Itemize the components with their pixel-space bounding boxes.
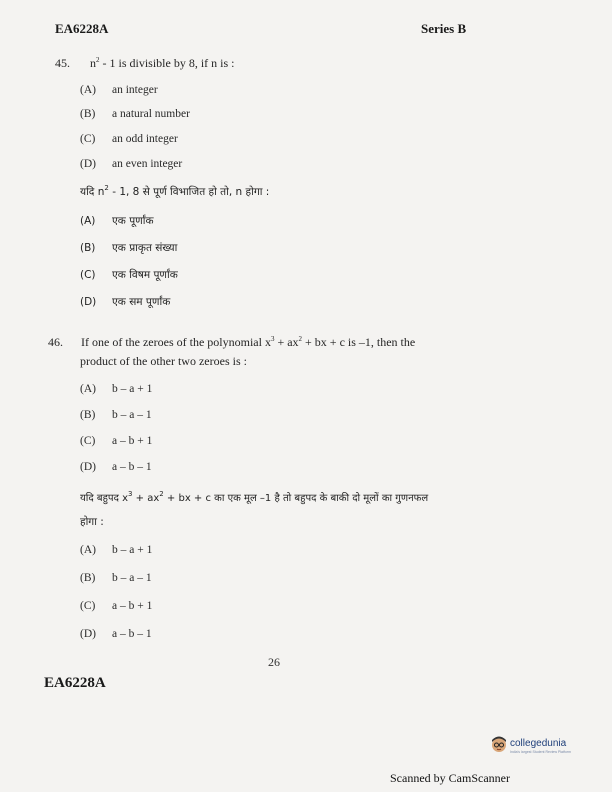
option-text: a – b + 1	[112, 600, 153, 612]
option-d	[80, 461, 152, 473]
option-text: b – a – 1	[112, 572, 152, 584]
question-text-part: n	[90, 56, 96, 70]
hindi-option-d	[80, 295, 170, 309]
option-text: a – b + 1	[112, 435, 153, 447]
option-text: an even integer	[112, 158, 183, 170]
hindi-text-part: + ax	[132, 493, 160, 504]
option-text: a – b – 1	[112, 628, 152, 640]
option-text: a natural number	[112, 108, 190, 120]
hindi-option-b	[80, 241, 177, 255]
question-text-part: If one of the zeroes of the polynomial x	[81, 335, 271, 349]
question-46	[48, 335, 415, 350]
superscript: 3	[128, 490, 133, 498]
option-text: a – b – 1	[112, 461, 152, 473]
option-label: (A)	[80, 544, 96, 556]
option-text: एक पूर्णांक	[112, 215, 154, 227]
option-label: (B)	[80, 108, 96, 120]
footer-code: EA6228A	[44, 675, 106, 691]
option-label: (A)	[80, 84, 96, 96]
question-46-hindi-line2: होगा :	[80, 516, 104, 528]
option-c	[80, 133, 178, 145]
page-number: 26	[268, 655, 280, 669]
question-text-part: + ax	[274, 335, 299, 349]
hindi-text-part: + bx + c का एक मूल –1 है तो बहुपद के बाकी दो मूलों का गुणनफल	[163, 493, 429, 504]
brand-name: collegedunia	[510, 738, 567, 749]
option-label: (A)	[80, 383, 96, 395]
hindi-option-d	[80, 628, 152, 640]
option-a	[80, 383, 152, 395]
header-code: EA6228A	[55, 21, 109, 36]
superscript: 2	[159, 490, 164, 498]
option-label: (C)	[80, 435, 96, 447]
hindi-text-part: यदि बहुपद x	[80, 493, 128, 504]
question-text-part: - 1 is divisible by 8, if n is :	[99, 56, 235, 70]
superscript: 2	[298, 335, 303, 343]
scanner-watermark: Scanned by CamScanner	[390, 771, 510, 785]
option-label: (C)	[80, 600, 96, 612]
option-text: b – a + 1	[112, 544, 153, 556]
question-46-hindi	[80, 490, 428, 504]
option-label: (B)	[80, 572, 96, 584]
option-label: (D)	[80, 296, 97, 308]
question-text-part: + bx + c is –1, then the	[302, 335, 416, 349]
option-label: (D)	[80, 158, 96, 170]
header-series: Series B	[421, 21, 467, 36]
option-text: एक विषम पूर्णांक	[112, 269, 178, 281]
hindi-option-c	[80, 600, 152, 612]
option-c	[80, 435, 152, 447]
option-label: (B)	[80, 242, 96, 254]
option-text: an odd integer	[112, 133, 178, 145]
question-number: 46.	[48, 335, 63, 349]
question-45-hindi	[80, 185, 269, 199]
option-text: b – a – 1	[112, 409, 152, 421]
superscript: 2	[96, 56, 100, 64]
hindi-text-part: यदि n	[80, 186, 105, 198]
option-text: एक सम पूर्णांक	[112, 296, 171, 308]
hindi-option-c	[80, 268, 178, 282]
option-label: (C)	[80, 269, 96, 281]
option-b	[80, 409, 152, 421]
hindi-option-a	[80, 544, 152, 556]
option-a	[80, 84, 158, 96]
option-label: (A)	[80, 215, 96, 227]
option-label: (D)	[80, 628, 96, 640]
option-text: b – a + 1	[112, 383, 153, 395]
option-text: an integer	[112, 84, 158, 96]
question-46-line2: product of the other two zeroes is :	[80, 354, 247, 368]
hindi-option-b	[80, 572, 152, 584]
superscript: 3	[270, 335, 275, 343]
question-45	[55, 56, 235, 71]
question-number: 45.	[55, 56, 70, 70]
brand-tagline: India's largest Student Review Platform	[510, 750, 571, 754]
option-d	[80, 158, 182, 170]
option-label: (C)	[80, 133, 96, 145]
option-label: (B)	[80, 409, 96, 421]
superscript: 2	[104, 184, 109, 192]
option-b	[80, 108, 190, 120]
mascot-icon	[489, 734, 509, 754]
hindi-text-part: - 1, 8 से पूर्ण विभाजित हो तो, n होगा :	[108, 186, 270, 198]
option-label: (D)	[80, 461, 96, 473]
option-text: एक प्राकृत संख्या	[112, 242, 178, 254]
hindi-option-a	[80, 214, 154, 228]
